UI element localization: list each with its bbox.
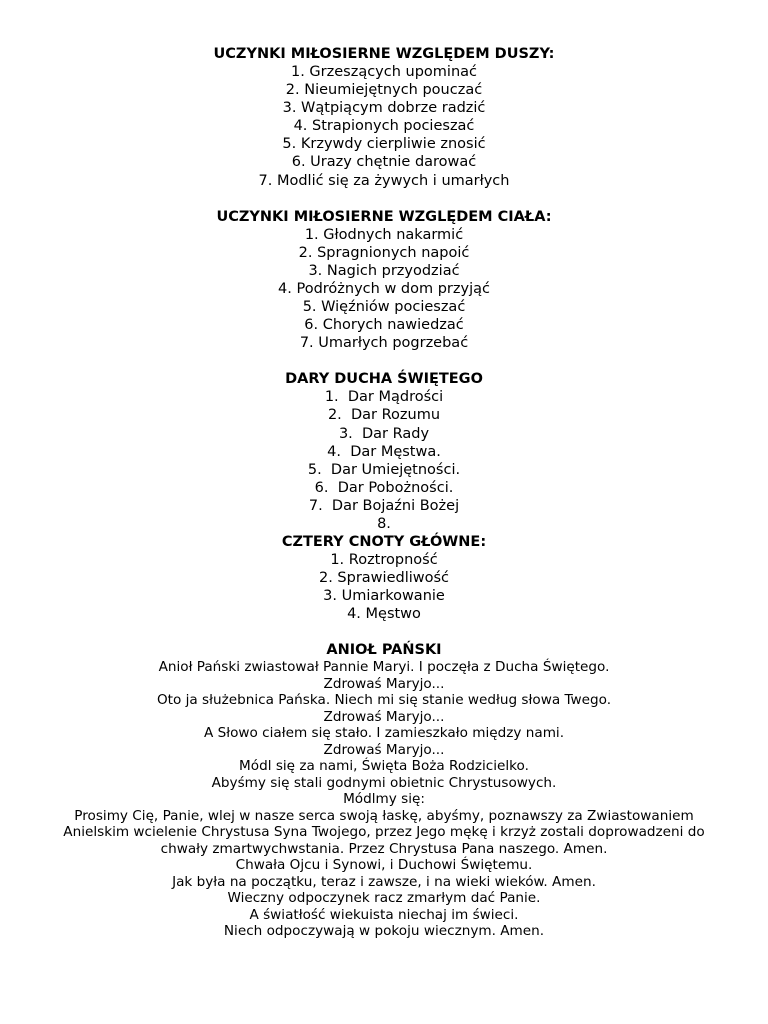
prayer-line: Zdrowaś Maryjo... (323, 741, 445, 758)
body-works-section (0, 208, 768, 353)
angelus-title: ANIOŁ PAŃSKI (326, 642, 442, 659)
list-item: 4. Męstwo (347, 606, 421, 623)
prayer-paragraph: Prosimy Cię, Panie, wlej w nasze serca swoją łaskę, abyśmy, poznawszy za Zwiastowaniem Anielskim wcielenie Chrystusa Syna Twojego, przez Jego mękę i krzyż zostali doprowadzeni do chwały zmartwychwstania. Przez Chrystusa Pana naszego. Amen. (63, 807, 705, 857)
list-item: 1. Dar Mądrości (324, 389, 444, 406)
list-item: 5. Dar Umiejętności. (307, 461, 461, 478)
prayer-line: Módlmy się: (343, 791, 425, 808)
prayer-line: Zdrowaś Maryjo... (323, 708, 445, 725)
spacer (0, 352, 768, 370)
angelus-section (0, 641, 768, 940)
list-item: 5. Więźniów pocieszać (302, 299, 466, 316)
prayer-line: A Słowo ciałem się stało. I zamieszkało między nami. (203, 725, 565, 742)
list-item: 7. Umarłych pogrzebać (299, 335, 469, 352)
list-item: 2. Spragnionych napoić (298, 244, 470, 261)
virtues-list (0, 551, 768, 623)
angelus-text (0, 659, 768, 940)
list-item: 2. Sprawiedliwość (318, 570, 450, 587)
virtues-section (0, 533, 768, 623)
prayer-line: Niech odpoczywają w pokoju wiecznym. Amen. (223, 923, 545, 940)
list-item: 4. Dar Męstwa. (327, 443, 441, 460)
list-item: 4. Podróżnych w dom przyjąć (278, 280, 490, 297)
list-item: 3. Umiarkowanie (323, 588, 445, 605)
list-item: 2. Dar Rozumu (327, 407, 441, 424)
list-item: 3. Dar Rady (338, 425, 430, 442)
list-item: 7. Modlić się za żywych i umarłych (258, 172, 510, 189)
prayer-line: Anioł Pański zwiastował Pannie Maryi. I poczęła z Ducha Świętego. (158, 659, 610, 676)
list-item: 7. Dar Bojaźni Bożej (308, 497, 460, 514)
prayer-line: Wieczny odpoczynek racz zmarłym dać Panie. (227, 890, 541, 907)
spacer (0, 623, 768, 641)
soul-works-section (0, 45, 768, 190)
prayer-line: Módl się za nami, Święta Boża Rodzicielko. (239, 758, 529, 775)
list-item: 3. Wątpiącym dobrze radzić (282, 100, 486, 117)
spacer (0, 190, 768, 208)
body-works-title: UCZYNKI MIŁOSIERNE WZGLĘDEM CIAŁA: (216, 208, 552, 225)
list-item: 1. Głodnych nakarmić (304, 226, 464, 243)
list-item: 1. Grzeszących upominać (290, 64, 477, 80)
soul-works-title: UCZYNKI MIŁOSIERNE WZGLĘDEM DUSZY: (213, 46, 555, 62)
list-item: 5. Krzywdy cierpliwie znosić (282, 136, 486, 153)
list-item: 2. Nieumiejętnych pouczać (285, 82, 483, 99)
list-item: 4. Strapionych pocieszać (293, 118, 475, 135)
prayer-line: Abyśmy się stali godnymi obietnic Chrystusowych. (211, 774, 557, 791)
gifts-title: DARY DUCHA ŚWIĘTEGO (285, 371, 483, 388)
body-works-list (0, 226, 768, 353)
gifts-list (0, 388, 768, 533)
prayer-line: Jak była na początku, teraz i zawsze, i na wieki wieków. Amen. (172, 873, 596, 890)
prayer-line: Oto ja służebnica Pańska. Niech mi się stanie według słowa Twego. (156, 692, 612, 709)
list-item: 6. Chorych nawiedzać (304, 317, 464, 334)
gifts-section (0, 370, 768, 533)
soul-works-list (0, 63, 768, 190)
prayer-line: Chwała Ojcu i Synowi, i Duchowi Świętemu. (235, 857, 533, 874)
list-item: 1. Roztropność (330, 552, 438, 569)
list-item: 6. Urazy chętnie darować (291, 154, 477, 171)
virtues-title: CZTERY CNOTY GŁÓWNE: (281, 534, 487, 551)
list-item: 8. (377, 515, 391, 532)
list-item: 6. Dar Pobożności. (314, 479, 454, 496)
prayer-line: A światłość wiekuista niechaj im świeci. (249, 906, 519, 923)
prayer-line: Zdrowaś Maryjo... (323, 675, 445, 692)
list-item: 3. Nagich przyodziać (308, 262, 460, 279)
